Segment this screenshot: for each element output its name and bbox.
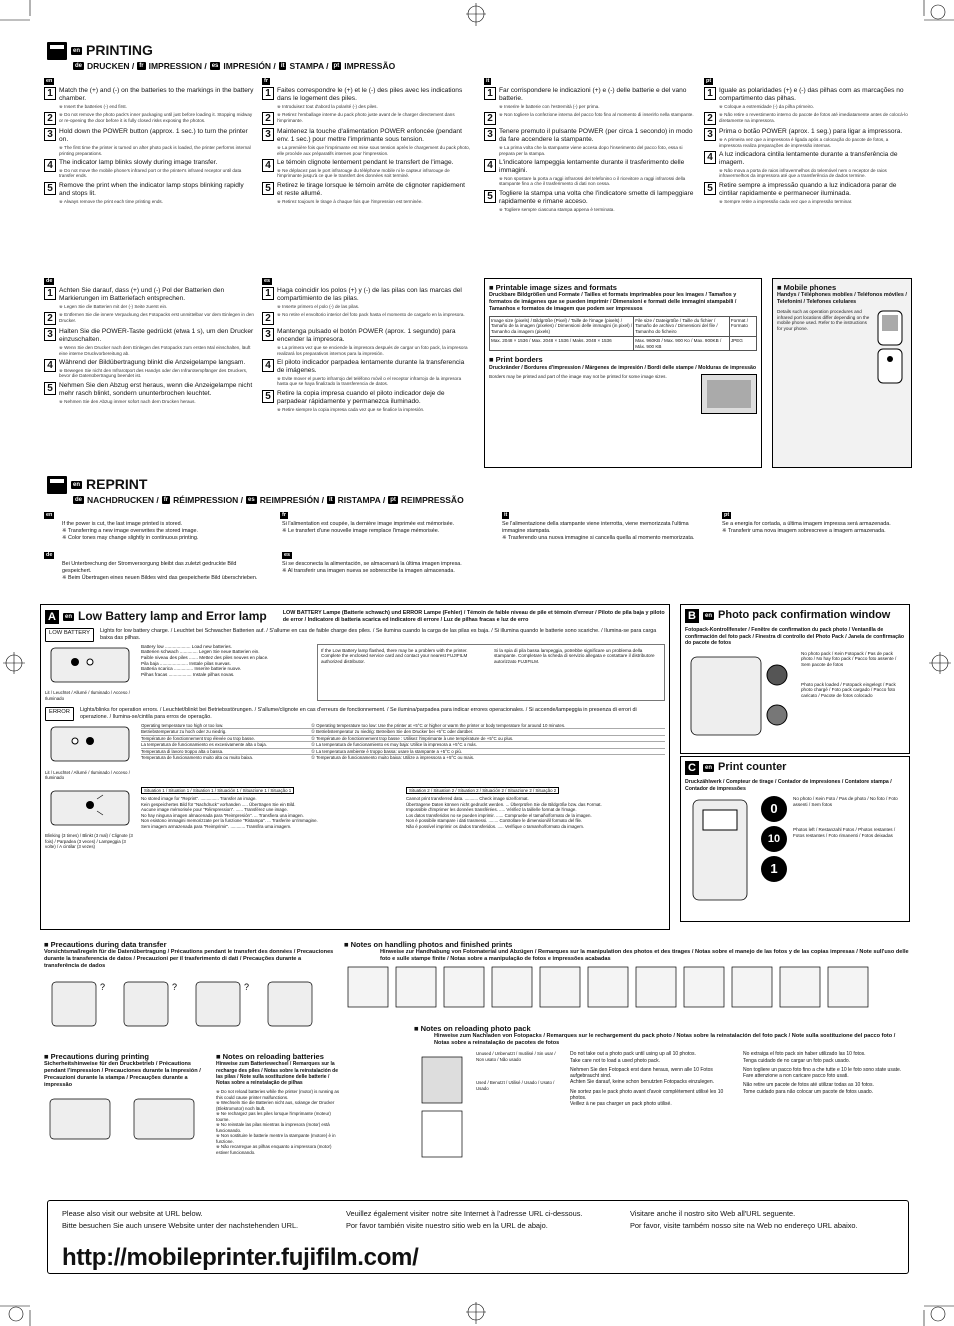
reprint-line: If the power is cut, the last image printed is stored. [62,521,183,528]
reprint-line: Si l'alimentation est coupée, la dernière image imprimée est mémorisée. [282,521,455,528]
printing-precautions [44,1052,214,1152]
step-3: 3 Prima o botão POWER (aprox. 1 seg.) para ligar a impressora. ※ A primeira vez que a impressora é ligada após a colocação do pacote de fotos, a impressora realiza preparações de impressão internas. [704,128,910,148]
step-note: ※ Always remove the print each time printing ends. [59,199,254,205]
reprint-header [47,476,907,506]
reload-note: Take care not to load a used photo pack. [570,1057,661,1064]
reload-note: Tome cuidado para não colocar um pacote de fotos usado. [743,1088,874,1095]
step-text: L'indicatore lampeggia lentamente durante il trasferimento delle immagini. [499,159,685,174]
lang-tag-en: en [46,78,53,84]
svg-text:?: ? [172,982,178,993]
counter-digit: 0 [761,796,787,822]
step-1: 1 Haga coincidir los polos (+) y (-) de las pilas con las marcas del compartimiento de las pilas. ※ Inserte primero el polo (-) de las pilas. [262,287,472,309]
no-photo-pack-text: No photo pack / Kein Fotopack / Pas de pack photo / No hay foto pack / Pacco foto assente / Sem pacote de fotos [801,650,897,667]
step-3: 3 Halten Sie die POWER-Taste gedrückt (etwa 1 s), um den Drucker einzuschalten. ※ Wenn Sie den Drucker nach dem Einlegen des Fotopacks zum ersten Mal einschalten, läuft eine interne Druckvorbereitung ab. [44,328,254,356]
svg-text:?: ? [100,982,106,993]
step-note: ※ The first time the printer is turned on after photo pack is loaded, the printer performs internal printing preparations. [59,145,254,156]
lang-flag-pt: pt [390,497,396,504]
reload-note: Nehmen Sie den Fotopack erst dann heraus, wenn alle 10 Fotos aufgebraucht sind. [570,1066,713,1080]
photo-handling-illustrations [344,963,910,1013]
step-text: Halten Sie die POWER-Taste gedrückt (etwa 1 s), um den Drucker einzuschalten. [59,328,254,344]
err-cond: Betriebstemperatur zu hoch oder zu niedrig. [141,729,227,735]
photo-pack-window-illustration [685,651,795,741]
lb-state: Batteria scarica ............... Inserire batterie nuove. [141,666,242,672]
sit1-row: Kein gespeichertes Bild für "Nachdruck" vorhanden ..... Übertragen Sie ein Bild. [141,801,296,807]
step-text: Retire la copia impresa cuando el piloto indicador deje de parpadear rápidamente y permanezca iluminado. [277,389,445,405]
step-1: 1 Match the (+) and (-) on the batteries to the markings in the battery chamber. ※ Insert the batteries (-) end first. [44,87,254,109]
printing-sub-it: STAMPA / [289,61,329,71]
step-note: ※ Ne déplacez pas le port infrarouge du téléphone mobile ni le capteur infrarouge de l'imprimante jusqu'à ce que le transfert des données soit terminé. [277,168,472,179]
data-transfer-subtitle: Vorsichtsmaßregeln für die Datenübertragung / Précautions pendant le transfert des données / Precauciones durante la transferencia de datos / Precauzioni per il trasferimento di dati / Precauções durante a transferência de dados [44,949,334,970]
reload-note: Não retire um pacote de fotos até utilizar todas as 10 fotos. [743,1082,874,1089]
step-text: Retirez le tirage lorsque le témoin arrête de clignoter rapidement et reste allumé. [277,181,466,197]
err-fix: ① Betriebstemperatur zu niedrig: Betreiben Sie den Drucker bei +5°C oder darüber. [311,729,474,735]
borders-subtitle: Druckränder / Bordures d'impression / Márgenes de impresión / Bordi delle stampe / Molduras de impressão [489,364,757,371]
manual-icon [47,42,67,60]
step-2: 2 ※ Não retire o revestimento interno do pacote de fotos até imediatamente antes de colocá-lo diretamente na impressora. [704,112,910,125]
counter-no-photo: No photo / Kein Foto / Pas de photo / No foto / Foto assenti / Sem fotos [793,796,898,807]
table-cell: JPEG [729,336,756,350]
step-4: 4 El piloto indicador parpadea lentamente durante la transferencia de imágenes. ※ Evite mover el puerto infrarrojo del teléfono móvil o el receptor infrarrojo de la impresora hasta que se haya finalizado la transferencia de datos. [262,359,472,387]
photo-handling-notes [344,940,910,1016]
sit2-row: Cannot print transferred data. ........... Check image size/format. [406,796,529,801]
lang-tag-pt: pt [706,78,712,84]
photo-pack-reload-notes [414,1024,910,1161]
used-caption: Used / Benutzt / Utilisé / Usado / Usato / Usado [476,1080,555,1091]
data-transfer-title: ■ Precautions during data transfer [44,940,336,949]
lang-flag-en: en [65,613,73,620]
step-note: ※ Retire siempre la copia impresa cada vez que se finalice la impresión. [277,407,472,413]
footer-line: Veuillez également visiter notre site Internet à l'adresse URL ci-dessous. [346,1209,583,1218]
reprint-line: Si se desconecta la alimentación, se almacenará la última imagen impresa. [282,561,462,568]
lang-flag-it: it [280,63,285,70]
step-note: ※ Introduisez tout d'abord la polarité (-) des piles. [277,104,472,110]
reprint-sub-pt: REIMPRESSÃO [400,495,464,505]
step-2: 2 ※ Entfernen Sie die innere Verpackung des Fotopacks erst unmittelbar vor dem Einlegen in den Drucker. [44,312,254,325]
step-note: ※ Sempre retire a impressão cada vez que a impressão terminar. [719,199,910,205]
step-note: ※ Evite mover el puerto infrarrojo del teléfono móvil o el receptor infrarrojo de la impresora hasta que se haya finalizado la transferencia de datos. [277,376,472,387]
reload-note: Achten Sie darauf, keine schon benutzten Fotopacks einzulegen. [570,1079,714,1086]
err-cond: La temperatura de funcionamiento es excesivamente alta o baja. [141,742,267,748]
lang-tag-fr: fr [282,512,286,518]
lang-tag-fr: fr [264,78,268,84]
lb-state: Faible niveau des piles ....... Mettez des piles neuves en place. [141,654,269,660]
sit1-row: Sem imagem armazenada para "Reimprimir". ............ Transfira uma imagem. [141,823,292,829]
lang-tag-pt: pt [724,512,730,518]
lang-tag-de: de [46,278,53,284]
lowbat-title: Low Battery lamp and Error lamp [78,609,267,623]
sit1-row: Aucune image mémorisée pour "Réimpression". ...... Transférez une image. [141,807,288,812]
mobile-phone-icon [873,309,907,385]
reprint-de [46,552,262,582]
printing-precautions-title: ■ Precautions during printing [44,1052,214,1061]
lang-flag-de: de [75,497,83,504]
footer-line: Por favor, visite também nosso site na Web no endereço URL abaixo. [630,1221,858,1230]
reprint-fr [282,512,482,535]
step-note: ※ Inserire le batterie con l'estremità (-) per prima. [499,104,694,110]
step-4: 4 A luz indicadora cintila lentamente durante a transferência de imagem. ※ Não mova a porta de raios infravermelhos do telemóvel nem o receptor de raios infravermelhos da impressora até que a transferência de dados termine. [704,151,910,179]
svg-text:?: ? [244,982,250,993]
step-text: Togliere la stampa una volta che l'indicatore smette di lampeggiare rapidamente e rimane acceso. [499,189,694,205]
step-2: 2 ※ No retire el envoltorio interior del foto pack hasta el momento de cargarlo en la impresora. [262,312,472,325]
lang-tag-it: it [504,512,508,518]
reload-note: No extraiga el foto pack sin haber utilizado las 10 fotos. [743,1051,866,1058]
printing-header [47,42,527,72]
manual-icon [47,476,67,494]
photo-handling-title: ■ Notes on handling photos and finished prints [344,940,910,949]
step-text: Iguale as polaridades (+) e (-) das pilhas com as marcações no compartimento das pilhas. [719,86,904,102]
reprint-line: Bei Unterbrechung der Stromversorgung bleibt das zuletzt gedruckte Bild gespeichert. [62,561,237,575]
steps-pt [704,78,910,207]
step-text: Tenere premuto il pulsante POWER (per circa 1 secondo) in modo da fare accendere la stampante. [499,128,693,144]
step-5: 5 Remove the print when the indicator lamp stops blinking rapidly and stops lit. ※ Always remove the print each time printing ends. [44,182,254,204]
photo-pack-subtitle: Fotopack-Kontrollfenster / Fenêtre de confirmation du pack photo / Ventanilla de confirmación del foto pack / Finestra di controllo del Photo Pack / Janela de confirmação do pacote de fotos [685,627,905,646]
mobile-text: Details such as operation procedures and infrared port locations differ depending on the mobile phone used. Refer to the instructions for your phone. [777,308,870,332]
step-5: 5 Togliere la stampa una volta che l'indicatore smette di lampeggiare rapidamente e rimane acceso. ※ Togliere sempre ciascuna stampa appena è terminata. [484,190,694,212]
steps-it [484,78,694,215]
reprint-title: REPRINT [86,476,148,493]
lang-flag-fr: fr [163,497,169,504]
step-4: 4 L'indicatore lampeggia lentamente durante il trasferimento delle immagini. ※ Non spostare la porta a raggi infrarossi del telefonino o il ricevitore a raggi infrarossi della stampante fino a che il trasferimento di dati non cessa. [484,159,694,187]
reload-note: Non togliere un pacco foto fino a che tutte e 10 le foto sono state usate. [743,1066,902,1073]
lamp-caption: Lit / Leuchtet / Allumé / Iluminado / Acceso / Iluminado [45,690,130,701]
step-text: Prima o botão POWER (aprox. 1 seg.) para ligar a impressora. [719,128,903,136]
step-text: Far corrispondere le indicazioni (+) e (-) delle batterie e del vano batterie. [499,86,687,102]
step-5: 5 Nehmen Sie den Abzug erst heraus, wenn die Anzeigelampe nicht mehr rasch blinkt, sondern ununterbrochen leuchtet. ※ Nehmen Sie den Abzug immer sofort nach dem Drucken heraus. [44,382,254,404]
print-border-image [701,374,757,414]
step-5: 5 Retire la copia impresa cuando el piloto indicador deje de parpadear rápidamente y permanezca iluminado. ※ Retire siempre la copia impresa cada vez que se finalice la impresión. [262,390,472,412]
step-4: 4 Le témoin clignote lentement pendant le transfert de l'image. ※ Ne déplacez pas le port infrarouge du téléphone mobile ni le capteur infrarouge de l'imprimante jusqu'à ce que le transfert des données soit terminé. [262,159,472,179]
step-4: 4 Während der Bildübertragung blinkt die Anzeigelampe langsam. ※ Bewegen Sie nicht den Infrarotport des Handys oder den Infrarotempfänger des Druckers, bevor die Datenübertragung beendet ist. [44,359,254,379]
lb-state: Pila baja ...................... Instale pilas nuevas. [141,660,231,666]
battery-note: ※ No reinstale las pilas mientras la impresora (motor) está funcionando. [216,1122,340,1133]
printer-lamp-illustration [45,644,135,688]
sit2-row: Impossible d'imprimer les données transférées. ..... Vérifiez la taille/le format de l'image. [406,807,577,812]
lang-flag-en: en [705,765,713,771]
photo-pack-illustration [414,1051,472,1161]
step-note: ※ Do not remove the photo pack's inner packaging until just before loading it. Stopping midway or re-opening the door before it is fully closed risks exposing the photos. [59,112,254,123]
reprint-note: ※ Beim Übertragen eines neuen Bildes wird das gespeicherte Bild überschrieben. [62,575,262,582]
step-1: 1 Faites correspondre le (+) et le (-) des piles avec les indications dans le logement des piles. ※ Introduisez tout d'abord la polarité (-) des piles. [262,87,472,109]
step-note: ※ A primeira vez que a impressora é ligada após a colocação do pacote de fotos, a impressora realiza preparações de impressão internas. [719,137,910,148]
footer-line: Visitare anche il nostro sito Web all'URL seguente. [630,1209,796,1218]
steps-de [44,278,254,407]
err-fix: ① La temperatura de funcionamiento es muy baja: Utilice la impresora a +5°C o más. [311,742,477,748]
step-1: 1 Far corrispondere le indicazioni (+) e (-) delle batterie e del vano batterie. ※ Inserire le batterie con l'estremità (-) per prima. [484,87,694,109]
table-cell: Max. 2048 × 1536 / Max. 2048 × 1536 / Maks. 2048 × 1536 [490,336,634,350]
step-note: ※ La primera vez que se enciende la impresora después de cargar un foto pack, la impresora realizará los preparativos internos para la impresión. [277,345,472,356]
counter-digit: 10 [761,826,787,852]
step-3: 3 Maintenez la touche d'alimentation POWER enfoncée (pendant env. 1 sec.) pour mettre l'imprimante sous tension. ※ La première fois que l'imprimante est mise sous tension après le chargement du pack photo, elle procède aux préparatifs internes pour l'impression. [262,128,472,156]
step-note: ※ Retirez l'emballage interne du pack photo juste avant de le charger directement dans l'imprimante. [277,112,472,123]
steps-es [262,278,472,415]
step-note: ※ Legen Sie die Batterien mit der (-) Seite zuerst ein. [59,304,254,310]
error-caption: Lit / Leuchtet / Allumé / Iluminado / Acceso / Iluminado [45,769,130,780]
lang-flag-en: en [705,613,713,619]
print-counter-panel [680,756,910,922]
step-5: 5 Retire sempre a impressão quando a luz indicadora parar de cintilar rapidamente e permanecer iluminada. ※ Sempre retire a impressão cada vez que a impressão terminar. [704,182,910,204]
photo-handling-subtitle: Hinweise zur Handhabung von Fotomaterial und Abzügen / Remarques sur la manipulation des photos et des tirages / Notas sobre el manejo de las fotos y de las copias impresas / Note sull'uso delle foto e sulle stampe finite / Notas sobre a manipulação de fotos e impressões acabadas [380,949,909,963]
reprint-line: Se a energia for cortada, a última imagem impressa será armazenada. [722,521,891,528]
reprint-note: ※ Al transferir una imagen nueva se sobrescribe la imagen almacenada. [282,568,482,575]
lang-flag-it: it [328,497,333,504]
printing-sub-es: IMPRESIÓN / [223,61,276,71]
printer-blink-illustration [45,787,135,831]
low-battery-text: Lights for low battery charge. / Leuchtet bei Schwacher Batterien auf. / S'allume en cas de faible charge des piles. / Se ilumina cuando la carga de las pilas es baja. / Si illumina quando le batterie sono scariche. / Ilumina-se para carga baixa das pilhas. [100,628,657,641]
step-note: ※ Togliere sempre ciascuna stampa appena è terminata. [499,207,694,213]
reprint-sub-it: RISTAMPA / [337,495,386,505]
step-1: 1 Achten Sie darauf, dass (+) und (-) Pol der Batterien den Markierungen im Batteriefach entsprechen. ※ Legen Sie die Batterien mit der (-) Seite zuerst ein. [44,287,254,309]
table-cell: Max. 960KB / Max. 900 Ko / Max. 900KB / Máx. 900 KB [634,336,730,350]
step-note: ※ Coloque a extremidade (-) da pilha primeiro. [719,104,910,110]
step-2: 2 ※ Do not remove the photo pack's inner packaging until just before loading it. Stopping midway or re-opening the door before it is fully closed risks exposing the photos. [44,112,254,125]
formats-title: ■ Printable image sizes and formats [489,283,757,292]
step-note: ※ La première fois que l'imprimante est mise sous tension après le chargement du pack photo, elle procède aux préparatifs internes pour l'impression. [277,145,472,156]
website-footer [47,1200,909,1274]
section-badge-a: A [45,610,59,624]
battery-note: ※ Non sostituire le batterie mentre la stampante (motore) è in funzione. [216,1133,340,1144]
counter-photos-left: Photos left / Restanzahl Fotos / Photos restantes / Fotos restantes / Foto rimanenti / Fotos deixadas [793,827,896,839]
reload-note: Veillez à ne pas charger un pack photo utilisé. [570,1101,672,1108]
formats-panel [484,278,762,468]
err-cond: Temperatura de funcionamento muito alta ou muito baixa. [141,755,254,761]
lang-flag-es: es [248,497,255,504]
low-battery-panel [40,604,670,930]
lang-flag-en: en [73,48,81,54]
step-text: Hold down the POWER button (approx. 1 sec.) to turn the printer on. [59,128,248,144]
lang-tag-de: de [46,552,53,558]
battery-reload-title: ■ Notes on reloading batteries [216,1052,340,1061]
sit1-row: No stored image for "Reprint". ............... Transfer an image. [141,796,257,801]
footer-line: Por favor también visite nuestro sitio web en la URL de abajo. [346,1221,548,1230]
low-battery-label: LOW BATTERY [45,628,94,642]
step-note: ※ Não mova a porta de raios infravermelhos do telemóvel nem o receptor de raios infravermelhos da impressora até que a transferência de dados termine. [719,168,910,179]
photo-pack-title: Photo pack confirmation window [718,609,891,622]
mobile-subtitle: Handys / Téléphones mobiles / Teléfonos móviles / Telefonini / Telefones celulares [777,292,907,306]
step-text: Retire sempre a impressão quando a luz indicadora parar de cintilar rapidamente e permanecer iluminada. [719,181,897,197]
lang-tag-en: en [46,512,53,518]
printing-sub-pt: IMPRESSÃO [344,61,396,71]
lb-state: Batterien schwach .............. Legen Sie neue Batterien ein. [141,649,260,655]
step-2: 2 ※ Non togliere la confezione interna del pacco foto fino al momento di inserirlo nella stampante. [484,112,694,125]
lang-flag-pt: pt [333,63,340,70]
step-note: ※ Insert the batteries (-) end first. [59,104,254,110]
printing-precautions-illustrations [44,1089,212,1149]
step-3: 3 Mantenga pulsado el botón POWER (aprox. 1 segundo) para encender la impresora. ※ La primera vez que se enciende la impresora después de cargar un foto pack, la impresora realizará los preparativos internos para la impresión. [262,328,472,356]
reprint-note: ※ Trasferendo una nuova immagine si cancella quella al momento memorizzata. [502,535,702,542]
reprint-sub-fr: RÉIMPRESSION / [173,495,244,505]
printer-error-illustration [45,723,135,767]
err-cond: Operating temperature too high or too low. [141,722,224,728]
step-text: Während der Bildübertragung blinkt die Anzeigelampe langsam. [59,359,246,366]
step-1: 1 Iguale as polaridades (+) e (-) das pilhas com as marcações no compartimento das pilhas. ※ Coloque a extremidade (-) da pilha primeiro. [704,87,910,109]
reload-note: Do not take out a photo pack until using up all 10 photos. [570,1051,696,1058]
reprint-note: ※ Color tones may change slightly in continuous printing. [62,535,262,542]
err-fix: ① Operating temperature too low: Use the printer at +5°C or higher or warm the printer or body temperature for around 10 minutes. [311,722,566,728]
sit2-row: Não é possível imprimir os dados transferidos. ..... Verifique o tamanho/formato da imagem. [406,823,585,829]
footer-line: Please also visit our website at URL below. [62,1209,203,1218]
situation-1-label: Situation 1 / Situation 1 / Situation 1 / Situación 1 / Situazione 1 / Situação 1 [141,787,294,795]
err-cond: Température de fonctionnement trop élevée ou trop basse. [141,735,255,741]
sit2-row: Non è possibile stampare i dati trasmessi. ........ Controllare le dimensioni/il formato del file. [406,818,583,823]
lb-state: Battery low .................... Load new batteries. [141,643,232,649]
step-text: Mantenga pulsado el botón POWER (aprox. 1 segundo) para encender la impresora. [277,328,456,344]
lowbat-head: LOW BATTERY Lampe (Batterie schwach) und ERROR Lampe (Fehler) / Témoin de faible niveau de pile et témoin d'erreur / Piloto de pila baja y piloto de error / Indicatore di batteria scarica ed indicatore di errore / Luz de pilhas fracas e luz de erro [282,609,665,623]
reload-note: Fare attenzione a non caricare pacco foto usati. [743,1073,849,1080]
lb-state: Pilhas fracas .................. Instale pilhas novas. [141,672,235,678]
print-counter-subtitle: Druckzählwerk / Compteur de tirage / Contador de impresiones / Contatore stampa / Contador de impressões [685,779,892,792]
lb-advice: If the Low Battery lamp flashed, there may be a problem with the printer. Complete the enclosed service card and contact your nearest FUJIFILM authorized distributor. [321,647,468,664]
photo-pack-reload-subtitle: Hinweise zum Nachladen von Fotopacks / Remarques sur le rechargement du pack photo / Notas sobre la reinstalación del foto pack / Note sulla sostituzione del pacco foto / Notas sobre a reinstalação de pacotes de fotos [434,1033,896,1047]
reprint-es [282,552,482,575]
borders-text: Borders may be printed and part of the image may not be printed for some image sizes. [489,374,667,380]
reprint-note: ※ Transferir uma nova imagem sobrescreve a imagem armazenada. [722,528,912,535]
step-note: ※ Inserte primero el polo (-) de las pilas. [277,304,472,310]
step-3: 3 Tenere premuto il pulsante POWER (per circa 1 secondo) in modo da fare accendere la stampante. ※ La prima volta che la stampante viene accesa dopo l'inserimento del pacco foto, essa si prepara per la stampa. [484,128,694,156]
printer-counter-illustration [685,796,755,906]
borders-title: ■ Print borders [489,355,757,364]
formats-table [489,316,757,352]
err-fix: ① Temperatura de funcionamento muito baixa: Utilize a impressora a +5°C ou mais. [311,755,475,761]
printing-precautions-subtitle: Sicherheitshinweise für den Druckbetrieb / Précautions pendant l'impression / Precauciones durante la impresión / Precauzioni durante la stampa / Precauções durante a impressão [44,1061,201,1089]
step-text: A luz indicadora cintila lentamente durante a transferência de imagem. [719,151,898,166]
reprint-en [46,512,262,542]
step-note: ※ Nehmen Sie den Abzug immer sofort nach dem Drucken heraus. [59,399,254,405]
reprint-line: Se l'alimentazione della stampante viene interrotta, viene memorizzata l'ultima immagine stampata. [502,521,689,535]
step-note: ※ Do not move the mobile phone's infrared port or the printer's infrared receptor until data transfer ends. [59,168,254,179]
battery-reload-notes [216,1052,340,1155]
error-label: ERROR [45,707,74,721]
lang-tag-it: it [486,78,490,84]
formats-subtitle: Druckbare Bildgrößen und Formate / Tailles et formats imprimables pour les images / Tamaños y formatos de imágenes que se pueden imprimir / Dimensioni e formati delle immagini stampabili / Tamanhos e formatos de imagem que podem ser impressos [489,292,737,312]
printing-sub-fr: IMPRESSION / [148,61,207,71]
printing-title: PRINTING [86,42,153,59]
step-text: Le témoin clignote lentement pendant le transfert de l'image. [277,159,454,166]
err-cond: Temperatura di lavoro troppo alta o bassa. [141,748,224,754]
mobile-phones-panel [772,278,912,468]
err-fix: ① Température de fonctionnement trop basse : Utilisez l'imprimante à une température de +5°C ou plus. [311,735,514,741]
step-note: ※ Entfernen Sie die innere Verpackung des Fotopacks erst unmittelbar vor dem Einlegen in den Drucker. [59,312,254,323]
sit1-row: Non esistono immagini memorizzate per la funzione "Ristampa". ... Trasferire un'immagine. [141,818,318,823]
lb-advice-it: Si la spia di pila bassa lampeggia, potrebbe significare un problema della stampante. Completare la scheda di servizio allegata e contattare il distributore autorizzato FUJIFILM. [494,647,655,664]
table-header: File size / Dateigröße / Taille du fichier / Tamaño de archivo / Dimensioni del file / Tamanho do ficheiro [634,316,730,336]
reprint-it [502,512,702,542]
step-note: ※ Non spostare la porta a raggi infrarossi del telefonino o il ricevitore a raggi infrarossi della stampante fino a che il trasferimento di dati non cessa. [499,176,694,187]
step-note: ※ No retire el envoltorio interior del foto pack hasta el momento de cargarlo en la impresora. [277,312,472,318]
sit2-row: Übertragene Daten können nicht gedruckt werden. ... Überprüfen Sie die Bildgröße bzw. das Format. [406,801,602,807]
battery-note: ※ Não recarregue as pilhas enquanto a impressora (motor) estiver funcionando. [216,1144,340,1155]
step-note: ※ Não retire o revestimento interno do pacote de fotos até imediatamente antes de colocá-lo diretamente na impressora. [719,112,910,123]
step-text: The indicator lamp blinks slowly during image transfer. [59,159,218,166]
reload-note: Ne sortez pas le pack photo avant d'avoir complètement utilisé les 10 photos. [570,1088,724,1101]
step-5: 5 Retirez le tirage lorsque le témoin arrête de clignoter rapidement et reste allumé. ※ Retirez toujours le tirage à chaque fois que l'impression est terminée. [262,182,472,204]
error-text: Lights/blinks for operation errors. / Leuchtet/blinkt bei Betriebsstörungen. / S'allume/clignote en cas d'erreurs de fonctionnement. / Se ilumina/parpadea para indicar errores operacionales. / Si accende/lampeggia in presenza di errori di operazione. / Ilumina-se/cintila para erros de operação. [79,707,637,720]
photo-pack-reload-title: ■ Notes on reloading photo pack [414,1024,910,1033]
step-note: ※ La prima volta che la stampante viene accesa dopo l'inserimento del pacco foto, essa si prepara per la stampa. [499,145,694,156]
step-note: ※ Retirez toujours le tirage à chaque fois que l'impression est terminée. [277,199,472,205]
print-counter-title: Print counter [718,761,787,774]
data-transfer-illustrations [44,970,334,1040]
steps-en [44,78,254,207]
table-header: Image size (pixels) / Bildgröße (Pixel) / Taille de l'image (pixels) / Tamaño de la imagen (píxeles) / Dimensioni delle immagini (in pixel) / Tamanho da imagem (pixels) [490,316,634,336]
lang-tag-es: es [284,552,291,558]
lang-flag-fr: fr [139,63,144,70]
reprint-sub-de: NACHDRUCKEN / [87,495,159,505]
section-badge-b: B [685,609,699,623]
data-transfer-precautions [44,940,336,1043]
sit2-row: Los datos transferidos no se pueden imprimir. ...... Compruebe el tamaño/formato de la imagen. [406,812,592,818]
photo-pack-loaded-text: Photo pack loaded / Fotopack eingelegt / Pack photo chargé / Foto pack cargado / Pacco foto caricato / Pacote de fotos colocado [801,681,896,699]
step-note: ※ Bewegen Sie nicht den Infrarotport des Handys oder den Infrarotempfänger des Druckers, bevor die Datenübertragung beendet ist. [59,368,254,379]
situation-2-label: Situation 2 / Situation 2 / Situation 2 / Situación 2 / Situazione 2 / Situação 2 [406,787,559,795]
table-header: Format / Formato [729,316,756,336]
battery-note: ※ Wechseln Sie die Batterien nicht aus, solange der Drucker (Elektromotor) noch läuft. [216,1100,340,1111]
err-fix: ① La temperatura ambiente è troppo bassa: usare la stampante a +5°C o più. [311,748,463,754]
reprint-note: ※ Transferring a new image overwrites the stored image. [62,528,262,535]
section-badge-c: C [685,761,699,775]
footer-line: Bitte besuchen Sie auch unsere Website unter der nachstehenden URL. [62,1221,299,1230]
step-text: Achten Sie darauf, dass (+) und (-) Pol der Batterien den Markierungen im Batteriefach entsprechen. [59,286,225,302]
lang-tag-es: es [264,278,271,284]
step-text: Maintenez la touche d'alimentation POWER enfoncée (pendant env. 1 sec.) pour mettre l'imprimante sous tension. [277,128,462,144]
reprint-sub-es: REIMPRESIÓN / [259,495,324,505]
step-text: Remove the print when the indicator lamp stops blinking rapidly and stops lit. [59,181,244,197]
unused-caption: Unused / Unbenutzt / Inutilisé / Sin usar / Non usato / Não usado [476,1051,556,1062]
lang-flag-en: en [73,482,81,488]
step-3: 3 Hold down the POWER button (approx. 1 sec.) to turn the printer on. ※ The first time the printer is turned on after photo pack is loaded, the printer performs internal printing preparations. [44,128,254,156]
battery-note: ※ Ne rechargez pas les piles lorsque l'imprimante (moteur) tourne. [216,1111,340,1122]
reprint-note: ※ Le transfert d'une nouvelle image remplace l'image mémorisée. [282,528,482,535]
lang-flag-es: es [211,63,219,70]
step-4: 4 The indicator lamp blinks slowly during image transfer. ※ Do not move the mobile phone's infrared port or the printer's infrared receptor until data transfer ends. [44,159,254,179]
photo-pack-panel [680,604,910,754]
step-text: Match the (+) and (-) on the batteries to the markings in the battery chamber. [59,86,254,102]
blink-caption: Blinking (3 times) / Blinkt (3 mal) / Clignote (3 fois) / Parpadea (3 veces) / Lampeggia (3 volte) / A cintilar (3 vezes) [45,833,133,850]
reprint-pt [722,512,912,535]
step-text: Nehmen Sie den Abzug erst heraus, wenn die Anzeigelampe nicht mehr rasch blinkt, sondern ununterbrochen leuchtet. [59,381,253,397]
battery-reload-subtitle: Hinweise zum Batteriewechsel / Remarques sur la recharge des piles / Notas sobre la reinstalación de las pilas / Note sulla sostituzione delle batterie / Notas sobre a reinstalação de pilhas [216,1061,338,1087]
printing-sub-de: DRUCKEN / [87,61,135,71]
step-note: ※ Wenn Sie den Drucker nach dem Einlegen des Fotopacks zum ersten Mal einschalten, läuft eine interne Druckvorbereitung ab. [59,345,254,356]
mobile-title: ■ Mobile phones [777,283,907,292]
step-text: El piloto indicador parpadea lentamente durante la transferencia de imágenes. [277,359,465,374]
step-text: Haga coincidir los polos (+) y (-) de las pilas con las marcas del compartimiento de las pilas. [277,286,462,302]
sit1-row: No hay ninguna imagen almacenada para "Reimpresión". ... Transfiera una imagen. [141,812,304,818]
step-2: 2 ※ Retirez l'emballage interne du pack photo juste avant de le charger directement dans l'imprimante. [262,112,472,125]
battery-note: ※ Do not reload batteries while the printer (motor) is running as this could cause printer malfunctions. [216,1089,340,1100]
lang-flag-de: de [75,63,83,70]
reload-note: Tenga cuidado de no cargar un foto pack usado. [743,1057,851,1064]
step-text: Faites correspondre le (+) et le (-) des piles avec les indications dans le logement des piles. [277,86,463,102]
website-url-link[interactable]: http://mobileprinter.fujifilm.com/ [62,1244,419,1271]
steps-fr [262,78,472,207]
counter-digit: 1 [761,856,787,882]
step-note: ※ Non togliere la confezione interna del pacco foto fino al momento di inserirlo nella stampante. [499,112,694,118]
